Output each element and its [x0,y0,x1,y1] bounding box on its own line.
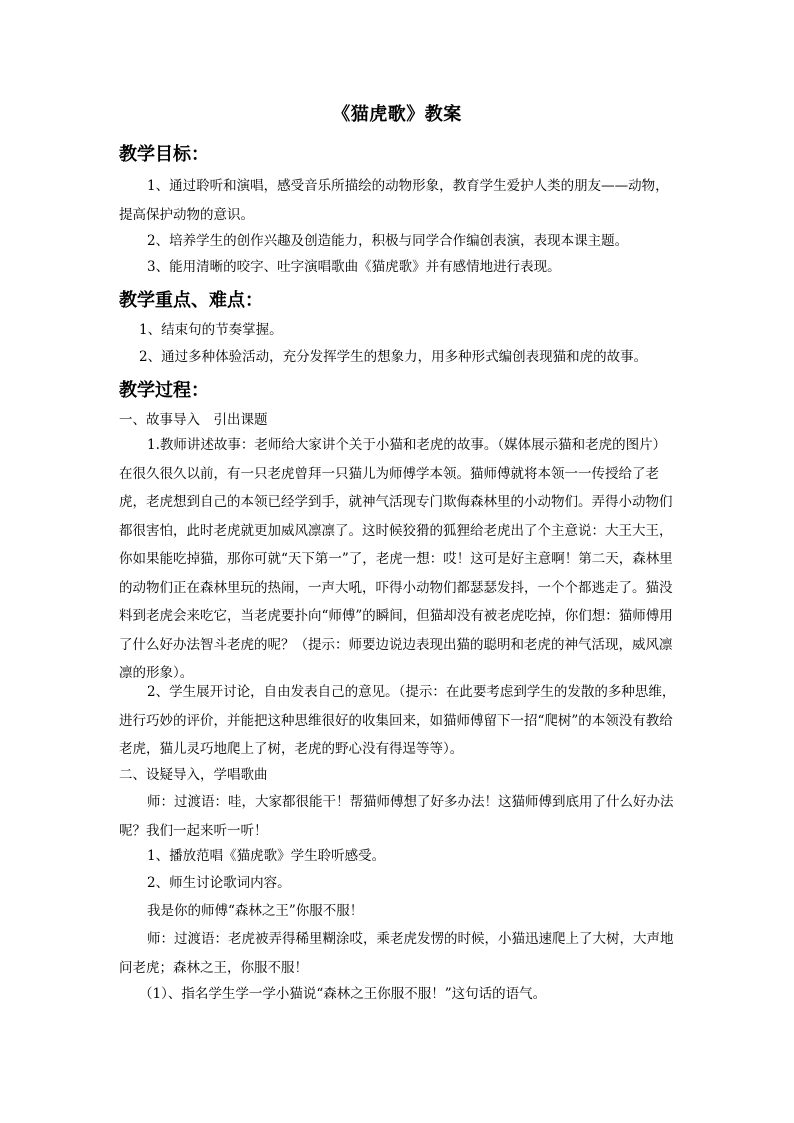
process-paragraph-listen: 1、播放范唱《猫虎歌》学生聆听感受。 [147,848,386,864]
process-paragraph-story: 1.教师讲述故事：老师给大家讲个关于小猫和老虎的故事。（媒体展示猫和老虎的图片）在很久很久以前，有一只老虎曾拜一只猫儿为师傅学本领。猫师傅就将本领一一传授给了老虎，老虎想到自己的本领已经学到手，就神气活现专门欺侮森林里的小动物们。弄得小动物们都很害怕，此时老虎就更加威风凛凛了。这时候狡猾的狐狸给老虎出了个主意说：大王大王，你如果能吃掉猫，那你可就“天下第一”了，老虎一想：哎！这可是好主意啊！第二天，森林里的动物们正在森林里玩的热闹，一声大吼，吓得小动物们都瑟瑟发抖，一个个都逃走了。猫没料到老虎会来吃它，当老虎要扑向“师傅”的瞬间，但猫却没有被老虎吃掉，你们想：猫师傅用了什么好办法智斗老虎的呢？（提示：师要边说边表现出猫的聪明和老虎的神气活现，威风凛凛的形象）。 [119,437,673,681]
document-title: 《猫虎歌》教案 [332,104,462,125]
process-paragraph-imitate: （1）、指名学生学一学小猫说“森林之王你服不服！”这句话的语气。 [139,986,547,1002]
process-paragraph-discussion: 2、学生展开讨论，自由发表自己的意见。（提示：在此要考虑到学生的发散的多种思维，进行巧妙的评价，并能把这种思维很好的收集回来，如猫师傅留下一招“爬树”的本领没有教给老虎，猫儿灵巧地爬上了树，老虎的野心没有得逞等等）。 [119,684,676,757]
section-heading-objectives: 教学目标： [119,144,209,165]
section-heading-process: 教学过程： [119,380,209,401]
process-step-heading-1: 一、故事导入 引出课题 [119,412,268,428]
process-paragraph-transition-1: 师：过渡语：哇，大家都很能干！帮猫师傅想了好多办法！这猫师傅到底用了什么好办法呢？我们一起来听一听！ [119,794,674,839]
process-paragraph-transition-2: 师：过渡语：老虎被弄得稀里糊涂哎，乘老虎发愣的时候，小猫迅速爬上了大树，大声地问老虎；森林之王，你服不服！ [119,931,674,976]
key-point-paragraph-2: 2、通过多种体验活动，充分发挥学生的想象力，用多种形式编创表现猫和虎的故事。 [139,349,648,365]
key-point-paragraph-1: 1、结束句的节奏掌握。 [139,322,283,338]
objective-paragraph-1: 1、通过聆听和演唱，感受音乐所描绘的动物形象，教育学生爱护人类的朋友——动物，提高保护动物的意识。 [119,178,669,223]
process-step-heading-2: 二、设疑导入，学唱歌曲 [119,767,268,783]
objective-paragraph-3: 3、能用清晰的咬字、吐字演唱歌曲《猫虎歌》并有感情地进行表现。 [147,259,561,275]
objective-paragraph-2: 2、培养学生的创作兴趣及创造能力，积极与同学合作编创表演，表现本课主题。 [147,233,629,249]
process-paragraph-lyrics: 2、师生讨论歌词内容。 [147,875,291,891]
section-heading-key-points: 教学重点、难点： [119,290,263,311]
process-paragraph-lyric-line: 我是你的师傅“森林之王”你服不服！ [147,903,364,919]
